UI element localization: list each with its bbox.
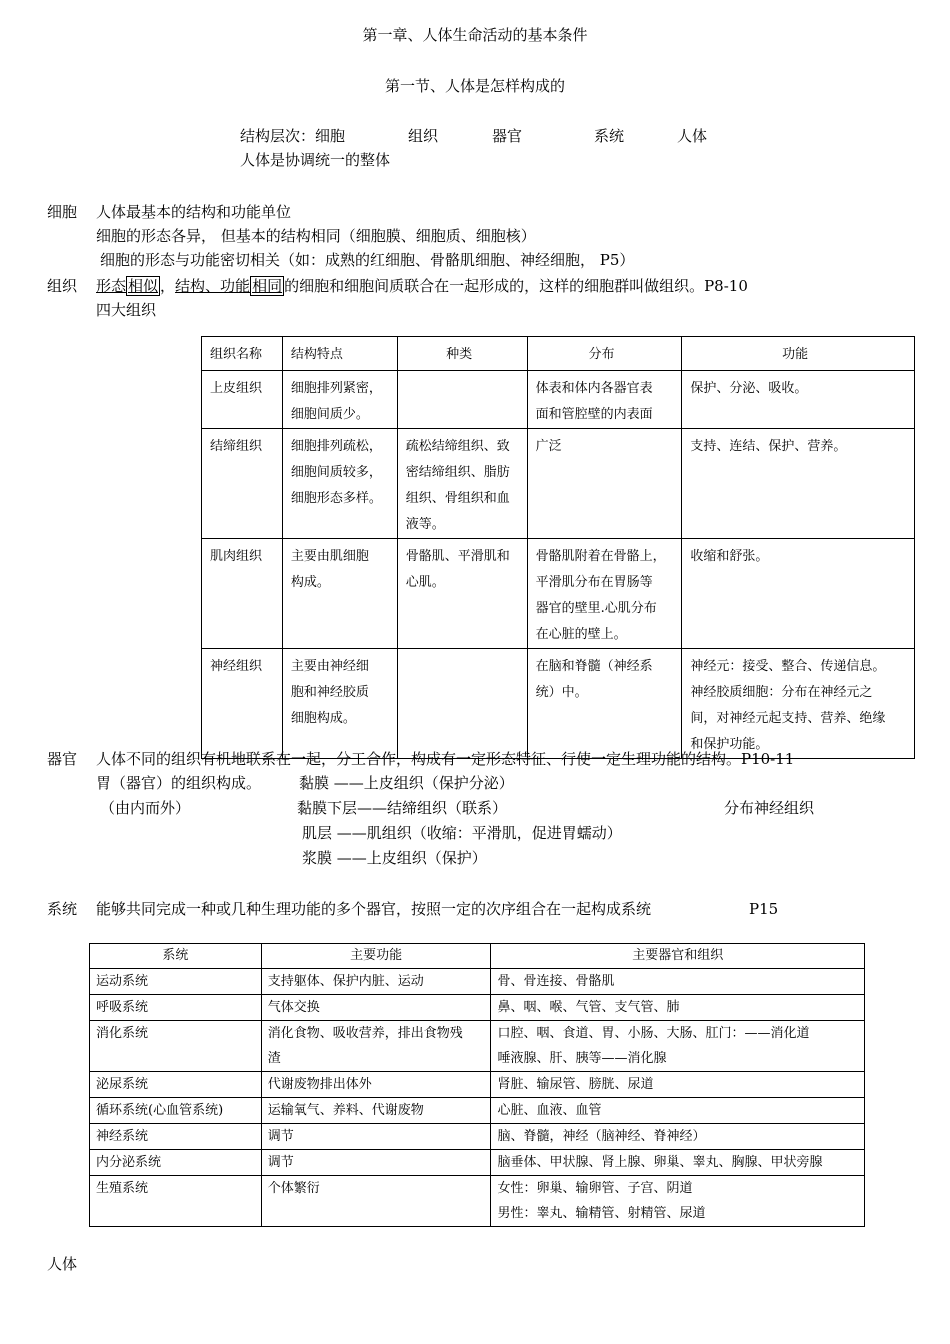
system-term: 系统 <box>47 900 78 918</box>
table-cell: 骨骼肌附着在骨骼上， 平滑肌分布在胃肠等 器官的壁里.心肌分布 在心脏的壁上。 <box>527 539 682 649</box>
table-cell: 消化食物、吸收营养，排出食物残 渣 <box>261 1021 491 1072</box>
table-row <box>90 1124 865 1150</box>
table-header-cell: 分布 <box>527 337 682 371</box>
system-definition: 能够共同完成一种或几种生理功能的多个器官，按照一定的次序组合在一起构成系统 <box>96 900 652 918</box>
table-header-cell: 功能 <box>682 337 915 371</box>
tissue-def-part4: 的细胞和细胞间质联合在一起形成的，这样的细胞群叫做组织。P8-10 <box>284 277 748 295</box>
table-cell: 呼吸系统 <box>90 995 262 1021</box>
table-cell: 代谢废物排出体外 <box>261 1072 491 1098</box>
table-row <box>202 429 915 539</box>
table-header-cell: 组织名称 <box>202 337 283 371</box>
stomach-layer-2: 黏膜下层——结缔组织（联系） <box>297 799 508 817</box>
table-cell: 气体交换 <box>261 995 491 1021</box>
table-row <box>90 969 865 995</box>
cell-term: 细胞 <box>47 203 78 221</box>
table-header-cell: 主要器官和组织 <box>491 944 865 969</box>
table-cell: 体表和体内各器官表 面和管腔壁的内表面 <box>527 371 682 429</box>
table-cell <box>397 371 527 429</box>
table-header-cell: 系统 <box>90 944 262 969</box>
table-cell: 脑垂体、甲状腺、肾上腺、卵巢、睾丸、胸腺、甲状旁腺 <box>491 1150 865 1176</box>
table-cell: 女性：卵巢、输卵管、子宫、阴道 男性：睾丸、输精管、射精管、尿道 <box>491 1176 865 1227</box>
table-cell: 骨、骨连接、骨骼肌 <box>491 969 865 995</box>
table-cell: 收缩和舒张。 <box>682 539 915 649</box>
table-cell: 心脏、血液、血管 <box>491 1098 865 1124</box>
table-row <box>202 649 915 759</box>
nerve-side-note: 分布神经组织 <box>724 799 815 817</box>
table-cell: 运动系统 <box>90 969 262 995</box>
table-cell: 内分泌系统 <box>90 1150 262 1176</box>
organ-definition: 人体不同的组织有机地联系在一起，分工合作，构成有一定形态特征、行使一定生理功能的结构。P10-11 <box>96 750 795 768</box>
tissue-subheading: 四大组织 <box>96 301 157 319</box>
table-cell <box>397 649 527 759</box>
tissue-table <box>201 336 915 759</box>
tissue-table-header <box>202 337 915 371</box>
table-row <box>90 1098 865 1124</box>
hierarchy-label: 结构层次：细胞 <box>240 127 346 145</box>
chapter-title: 第一章、人体生命活动的基本条件 <box>362 26 588 44</box>
table-cell: 口腔、咽、食道、胃、小肠、大肠、肛门：——消化道 唾液腺、肝、胰等——消化腺 <box>491 1021 865 1072</box>
table-header-cell: 主要功能 <box>261 944 491 969</box>
stomach-layer-1: 黏膜 ——上皮组织（保护分泌） <box>299 774 514 792</box>
cell-line-3: 细胞的形态与功能密切相关（如：成熟的红细胞、骨骼肌细胞、神经细胞， P5） <box>100 251 635 269</box>
stomach-layer-4: 浆膜 ——上皮组织（保护） <box>302 849 487 867</box>
system-table-header <box>90 944 865 969</box>
table-row <box>90 1072 865 1098</box>
table-cell: 运输氧气、养料、代谢废物 <box>261 1098 491 1124</box>
table-row <box>202 371 915 429</box>
cell-line-2: 细胞的形态各异， 但基本的结构相同（细胞膜、细胞质、细胞核） <box>96 227 536 245</box>
table-cell: 鼻、咽、喉、气管、支气管、肺 <box>491 995 865 1021</box>
tissue-def-box1: 相似 <box>128 277 159 295</box>
table-row <box>202 539 915 649</box>
table-cell: 保护、分泌、吸收。 <box>682 371 915 429</box>
hierarchy-note: 人体是协调统一的整体 <box>240 151 391 169</box>
stomach-intro: 胃（器官）的组织构成。 <box>96 774 262 792</box>
table-cell: 生殖系统 <box>90 1176 262 1227</box>
table-cell: 循环系统(心血管系统) <box>90 1098 262 1124</box>
table-cell: 肾脏、输尿管、膀胱、尿道 <box>491 1072 865 1098</box>
hierarchy-level-body: 人体 <box>677 127 708 145</box>
table-cell: 结缔组织 <box>202 429 283 539</box>
tissue-def-part1: 形态 <box>96 277 127 295</box>
body-term: 人体 <box>47 1255 78 1273</box>
table-cell: 主要由肌细胞 构成。 <box>282 539 397 649</box>
cell-definition: 人体最基本的结构和功能单位 <box>96 203 292 221</box>
table-cell: 神经元：接受、整合、传递信息。 神经胶质细胞：分布在神经元之 间，对神经元起支持、营养、绝缘 和保护功能。 <box>682 649 915 759</box>
table-cell: 神经系统 <box>90 1124 262 1150</box>
table-cell: 在脑和脊髓（神经系 统）中。 <box>527 649 682 759</box>
tissue-def-part2: ， <box>160 277 176 295</box>
tissue-def-box2: 相同 <box>252 277 283 295</box>
table-cell: 肌肉组织 <box>202 539 283 649</box>
table-cell: 支持、连结、保护、营养。 <box>682 429 915 539</box>
table-row <box>90 1021 865 1072</box>
table-header-cell: 结构特点 <box>282 337 397 371</box>
table-cell: 主要由神经细 胞和神经胶质 细胞构成。 <box>282 649 397 759</box>
table-cell: 个体繁衍 <box>261 1176 491 1227</box>
table-cell: 脑、脊髓，神经（脑神经、脊神经） <box>491 1124 865 1150</box>
table-cell: 细胞排列疏松， 细胞间质较多， 细胞形态多样。 <box>282 429 397 539</box>
system-table <box>89 943 865 1227</box>
table-row <box>90 1176 865 1227</box>
table-cell: 泌尿系统 <box>90 1072 262 1098</box>
table-cell: 细胞排列紧密， 细胞间质少。 <box>282 371 397 429</box>
table-cell: 上皮组织 <box>202 371 283 429</box>
table-cell: 骨骼肌、平滑肌和 心肌。 <box>397 539 527 649</box>
table-row <box>90 1150 865 1176</box>
table-cell: 消化系统 <box>90 1021 262 1072</box>
stomach-layer-3: 肌层 ——肌组织（收缩：平滑肌，促进胃蠕动） <box>302 824 622 842</box>
table-cell: 支持躯体、保护内脏、运动 <box>261 969 491 995</box>
hierarchy-level-tissue: 组织 <box>408 127 439 145</box>
section-title: 第一节、人体是怎样构成的 <box>384 77 565 95</box>
table-row <box>90 995 865 1021</box>
tissue-def-part3: 结构、功能 <box>175 277 251 295</box>
hierarchy-level-system: 系统 <box>594 127 625 145</box>
table-cell: 疏松结缔组织、致 密结缔组织、脂肪 组织、骨组织和血 液等。 <box>397 429 527 539</box>
table-cell: 神经组织 <box>202 649 283 759</box>
table-cell: 调节 <box>261 1124 491 1150</box>
table-cell: 调节 <box>261 1150 491 1176</box>
hierarchy-level-organ: 器官 <box>492 127 523 145</box>
organ-term: 器官 <box>47 750 78 768</box>
order-note: （由内而外） <box>100 799 191 817</box>
system-page-ref: P15 <box>749 900 779 918</box>
table-header-cell: 种类 <box>397 337 527 371</box>
table-cell: 广泛 <box>527 429 682 539</box>
tissue-definition <box>96 276 748 296</box>
tissue-term: 组织 <box>47 277 78 295</box>
